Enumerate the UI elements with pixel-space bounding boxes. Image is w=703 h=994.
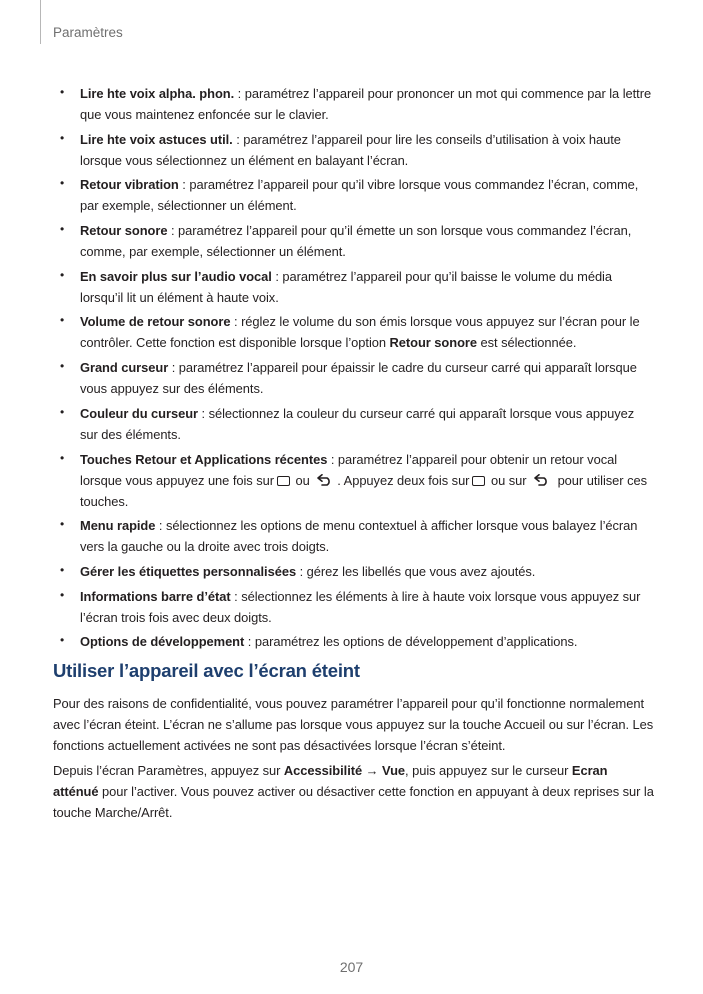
option-term: Lire hte voix astuces util. [80,131,233,147]
section-paragraph-instructions [53,760,655,823]
bullet-dot-icon: • [60,359,65,374]
page-header-title: Paramètres [53,25,123,40]
option-description: : sélectionnez la couleur du curseur carré qui apparaît lorsque vous appuyez sur des éléments. [80,405,635,442]
option-screen-dimmed: Ecran atténué [53,763,608,799]
option-description: : paramétrez l’appareil pour qu’il baisse le volume du média lorsqu’il lit un élément à haute voix. [80,268,612,305]
option-term: Retour sonore [80,223,168,239]
menu-path-accessibility: Accessibilité [283,763,363,778]
menu-path-arrow: → [362,763,382,778]
menu-path-vue: Vue [382,763,406,778]
bullet-dot-icon: • [60,450,65,465]
section-heading: Utiliser l’appareil avec l’écran éteint [53,660,360,681]
instruction-text: Depuis l’écran Paramètres, appuyez sur [53,763,284,778]
bullet-dot-icon: • [60,313,65,328]
option-description: : réglez le volume du son émis lorsque vous appuyez sur l’écran pour le contrôler. Cette fonction est disponible lorsque l’option [80,314,640,351]
recent-apps-icon [277,476,290,486]
back-icon [316,474,334,486]
option-term: Lire hte voix alpha. phon. [80,86,235,101]
option-description: : sélectionnez les options de menu contextuel à afficher lorsque vous balayez l’écran vers la gauche ou la droite avec trois doigts. [80,518,638,555]
instruction-text: , puis appuyez sur le curseur [405,763,572,778]
option-description: : gérez les libellés que vous avez ajoutés. [296,563,536,579]
list-item [58,586,654,628]
list-item [58,220,654,262]
option-description: : paramétrez les options de développement d’applications. [244,634,578,650]
option-description-or: ou [291,472,314,488]
bullet-dot-icon: • [60,222,65,237]
bullet-dot-icon: • [60,587,65,602]
option-term: En savoir plus sur l’audio vocal [80,268,272,284]
bullet-dot-icon: • [60,176,65,191]
option-description: : paramétrez l’appareil pour qu’il émette un son lorsque vous commandez l’écran, comme, par exemple, sélectionner un élément. [80,223,632,260]
option-term: Informations barre d’état [80,588,231,604]
bullet-dot-icon: • [60,633,65,648]
option-term: Retour vibration [80,177,179,193]
list-item [58,357,654,399]
option-term: Menu rapide [80,518,156,534]
list-item [58,561,654,582]
list-item [58,631,654,652]
option-description-or-sur: ou sur [487,472,531,488]
section-paragraph-confidentiality: Pour des raisons de confidentialité, vous pouvez paramétrer l’appareil pour qu’il fonctionne normalement avec l’écran éteint. L’écran ne s’allume pas lorsque vous appuyez sur la touche Accueil ou sur l’écran. Les fonctions actuellement activées ne sont pas désactivées lorsque l’écran s’éteint. [53,696,654,753]
bullet-dot-icon: • [60,267,65,282]
recent-apps-icon [472,476,485,486]
option-description: : paramétrez l’appareil pour épaissir le cadre du curseur carré qui apparaît lorsque vous appuyez sur des éléments. [80,360,637,397]
option-term: Couleur du curseur [80,405,198,421]
option-description-end: est sélectionnée. [476,335,577,351]
option-description: : paramétrez l’appareil pour prononcer un mot qui commence par la lettre que vous maintenez enfoncée sur le clavier. [80,86,652,122]
bullet-dot-icon: • [60,85,65,99]
option-term: Touches Retour et Applications récentes [80,451,328,467]
list-item [58,83,654,125]
list-item [58,266,654,308]
page-number: 207 [339,959,364,975]
option-description-mid: . Appuyez deux fois sur [337,472,470,488]
instruction-text: pour l’activer. Vous pouvez activer ou désactiver cette fonction en appuyant à deux reprises sur la touche Marche/Arrêt. [53,784,654,820]
bullet-dot-icon: • [60,562,65,577]
option-term: Options de développement [80,634,245,650]
list-item [58,129,654,171]
option-description: : paramétrez l’appareil pour obtenir un retour vocal lorsque vous appuyez une fois sur [80,451,618,488]
list-item [58,515,654,557]
option-description: : sélectionnez les éléments à lire à haute voix lorsque vous appuyez sur l’écran trois fois avec deux doigts. [80,588,641,625]
option-term: Volume de retour sonore [80,314,231,330]
bullet-dot-icon: • [60,517,65,532]
option-description: : paramétrez l’appareil pour lire les conseils d’utilisation à voix haute lorsque vous sélectionnez un élément en balayant l’écran. [80,131,621,168]
list-item [58,174,654,216]
list-item [58,449,654,512]
option-description: : paramétrez l’appareil pour qu’il vibre lorsque vous commandez l’écran, comme, par exemple, sélectionner un élément. [80,177,639,214]
option-description-end: pour utiliser ces touches. [80,472,647,509]
bullet-dot-icon: • [60,130,65,145]
bullet-dot-icon: • [60,404,65,419]
option-reference: Retour sonore [389,335,477,351]
header-rule [40,0,41,44]
list-item [58,403,654,445]
option-term: Gérer les étiquettes personnalisées [80,563,297,579]
back-icon [533,474,551,486]
settings-option-list [58,83,654,656]
option-term: Grand curseur [80,360,169,376]
list-item [58,311,654,353]
